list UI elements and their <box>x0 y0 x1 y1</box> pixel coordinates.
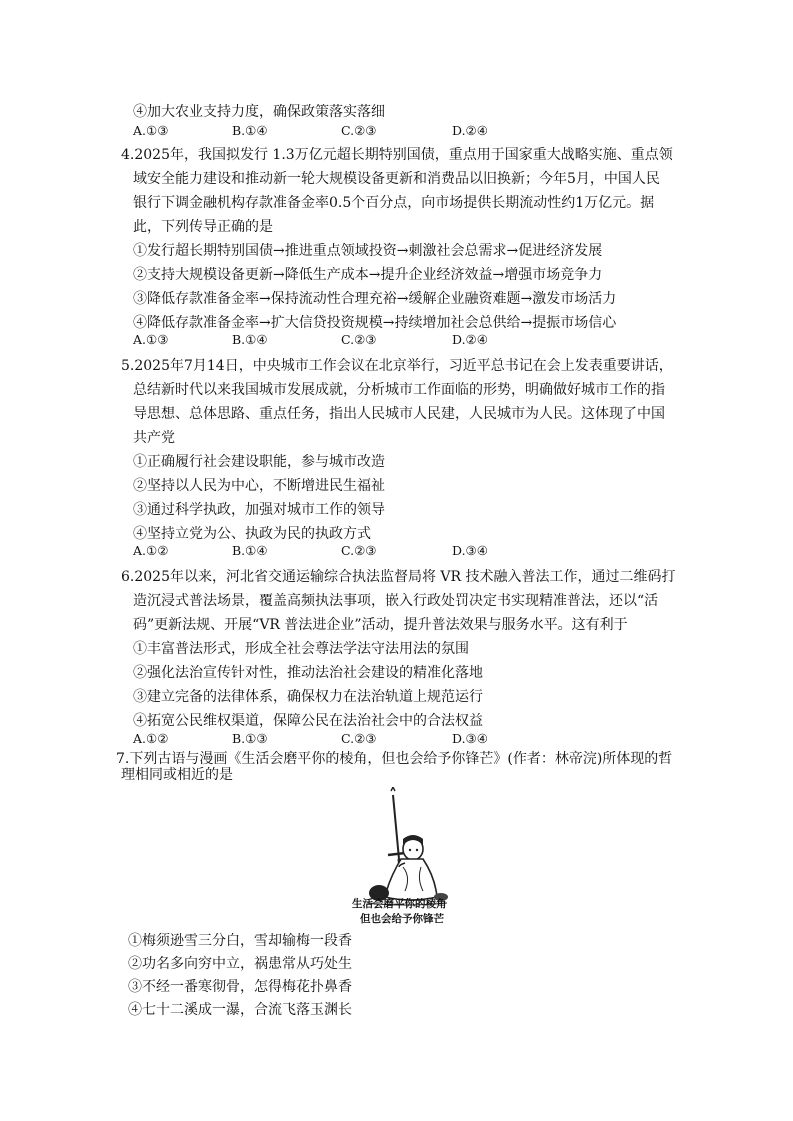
q4-item-4: ④降低存款准备金率→扩大信贷投资规模→持续增加社会总供给→提振市场信心 <box>133 315 617 331</box>
q7-stem-line-1: 7.下列古语与漫画《生活会磨平你的棱角，但也会给予你锋芒》(作者：林帝浣)所体现的哲 <box>116 751 673 767</box>
q5-item-3: ③通过科学执政，加强对城市工作的领导 <box>133 502 385 518</box>
q6-option-d: D.③④ <box>452 731 488 746</box>
q4-option-b: B.①④ <box>232 332 268 347</box>
q5-option-d: D.③④ <box>452 543 488 558</box>
q5-stem-line-3: 导思想、总体思路、重点任务，指出人民城市人民建，人民城市为人民。这体现了中国 <box>133 406 665 422</box>
q7-item-3: ③不经一番寒彻骨，怎得梅花扑鼻香 <box>128 979 352 995</box>
q6-item-2: ②强化法治宣传针对性，推动法治社会建设的精准化落地 <box>133 665 483 681</box>
q3-option-b: B.①④ <box>232 123 268 138</box>
q6-option-b: B.①③ <box>232 731 268 746</box>
q4-option-a: A.①③ <box>133 332 169 347</box>
q6-option-c: C.②③ <box>341 731 377 746</box>
q7-item-4: ④七十二溪成一瀑，合流飞落玉渊长 <box>128 1002 352 1018</box>
q4-stem-line-3: 银行下调金融机构存款准备金率0.5个百分点，向市场提供长期流动性约1万亿元。据 <box>133 195 655 211</box>
q7-item-2: ②功名多向穷中立，祸患常从巧处生 <box>128 956 352 972</box>
q7-item-1: ①梅须逊雪三分白，雪却输梅一段香 <box>128 933 352 949</box>
q3-option-c: C.②③ <box>341 123 377 138</box>
q5-option-c: C.②③ <box>341 543 377 558</box>
q6-item-3: ③建立完备的法律体系，确保权力在法治轨道上规范运行 <box>133 689 483 705</box>
q4-stem-line-1: 4.2025年，我国拟发行 1.3万亿元超长期特别国债，重点用于国家重大战略实施、重点领 <box>121 147 673 163</box>
q3-option-d: D.②④ <box>452 123 488 138</box>
q4-stem-line-4: 此，下列传导正确的是 <box>133 219 273 235</box>
q5-item-2: ②坚持以人民为中心，不断增进民生福祉 <box>133 478 385 494</box>
q4-item-3: ③降低存款准备金率→保持流动性合理充裕→缓解企业融资难题→激发市场活力 <box>133 291 617 307</box>
q5-stem-line-4: 共产党 <box>133 430 175 446</box>
q6-stem-line-3: 码”更新法规、开展“VR 普法进企业”活动，提升普法效果与服务水平。这有利于 <box>133 617 628 633</box>
cartoon-caption-line-1: 生活会磨平你的棱角 <box>352 898 447 910</box>
q3-item-4: ④加大农业支持力度，确保政策落实落细 <box>133 104 385 120</box>
q5-option-a: A.①② <box>133 543 169 558</box>
q5-stem-line-1: 5.2025年7月14日，中央城市工作会议在北京举行，习近平总书记在会上发表重要讲话， <box>121 358 673 374</box>
q5-item-4: ④坚持立党为公、执政为民的执政方式 <box>133 526 371 542</box>
q4-option-d: D.②④ <box>452 332 488 347</box>
q4-stem-line-2: 域安全能力建设和推动新一轮大规模设备更新和消费品以旧换新；今年5月，中国人民 <box>133 171 660 187</box>
cartoon-illustration <box>355 787 455 912</box>
q3-option-a: A.①③ <box>133 123 169 138</box>
q6-option-a: A.①② <box>133 731 169 746</box>
q5-item-1: ①正确履行社会建设职能，参与城市改造 <box>133 454 385 470</box>
q4-item-2: ②支持大规模设备更新→降低生产成本→提升企业经济效益→增强市场竞争力 <box>133 267 603 283</box>
q6-item-4: ④拓宽公民维权渠道，保障公民在法治社会中的合法权益 <box>133 713 483 729</box>
cartoon-caption-line-2: 但也会给予你锋芒 <box>360 913 444 925</box>
q4-option-c: C.②③ <box>341 332 377 347</box>
q7-stem-line-2: 理相同或相近的是 <box>121 767 233 783</box>
q6-stem-line-2: 造沉浸式普法场景，覆盖高频执法事项，嵌入行政处罚决定书实现精准普法，还以“活 <box>133 593 659 609</box>
q4-item-1: ①发行超长期特别国债→推进重点领域投资→刺激社会总需求→促进经济发展 <box>133 243 603 259</box>
q5-stem-line-2: 总结新时代以来我国城市发展成就，分析城市工作面临的形势，明确做好城市工作的指 <box>133 382 665 398</box>
q5-option-b: B.①④ <box>232 543 268 558</box>
q6-item-1: ①丰富普法形式，形成全社会尊法学法守法用法的氛围 <box>133 641 469 657</box>
q6-stem-line-1: 6.2025年以来，河北省交通运输综合执法监督局将 VR 技术融入普法工作，通过二维码打 <box>121 569 676 585</box>
